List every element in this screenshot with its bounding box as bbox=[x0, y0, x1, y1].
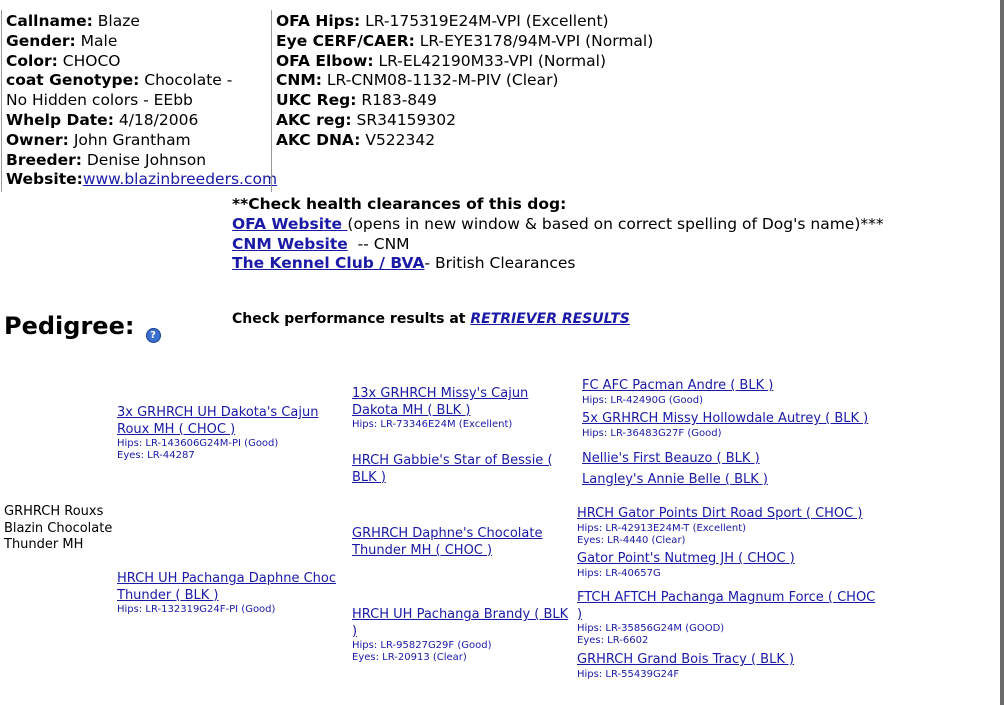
eye-row bbox=[276, 32, 696, 52]
owner-value: John Grantham bbox=[73, 130, 191, 149]
dna-row bbox=[276, 131, 696, 151]
breeder-row bbox=[6, 151, 276, 171]
ggp-ssd-link[interactable]: 5x GRHRCH Missy Hollowdale Autrey ( BLK ) bbox=[582, 411, 869, 426]
eye-value: LR-EYE3178/94M-VPI (Normal) bbox=[419, 31, 654, 50]
elbow-label: OFA Elbow: bbox=[276, 51, 374, 70]
kennel-club-link[interactable]: The Kennel Club / BVA bbox=[232, 254, 425, 273]
ukc-value: R183-849 bbox=[361, 91, 437, 110]
ggp-ssd-entry bbox=[582, 411, 882, 440]
whelp-row bbox=[6, 111, 276, 131]
genotype-row bbox=[6, 71, 256, 111]
website-row bbox=[6, 170, 276, 190]
sire-sire-entry bbox=[352, 386, 570, 431]
callname-label: Callname: bbox=[6, 12, 93, 30]
dam-dam-entry bbox=[352, 607, 570, 664]
ggp-dss-link[interactable]: HRCH Gator Points Dirt Road Sport ( CHOC ) bbox=[577, 506, 863, 521]
ggp-sss-hips: Hips: LR-42490G (Good) bbox=[582, 394, 704, 406]
eye-label: Eye CERF/CAER: bbox=[276, 31, 415, 50]
sire-sire-link[interactable]: 13x GRHRCH Missy's Cajun Dakota MH ( BLK ) bbox=[352, 386, 529, 418]
callname-row bbox=[6, 12, 276, 32]
sire-eyes: Eyes: LR-44287 bbox=[117, 450, 195, 461]
ggp-dds-hips: Hips: LR-35856G24M (GOOD) bbox=[577, 623, 725, 634]
owner-label: Owner: bbox=[6, 130, 69, 149]
owner-row bbox=[6, 131, 276, 151]
website-link[interactable]: www.blazinbreeders.com bbox=[82, 170, 278, 189]
color-label: Color: bbox=[6, 51, 58, 70]
clearances-section bbox=[232, 195, 972, 274]
ggp-dsd-hips: Hips: LR-40657G bbox=[577, 567, 661, 579]
gender-value: Male bbox=[80, 31, 118, 50]
dam-entry bbox=[117, 571, 342, 616]
ggp-ddd-hips: Hips: LR-55439G24F bbox=[577, 668, 680, 680]
dna-label: AKC DNA: bbox=[276, 130, 361, 149]
sire-hips: Hips: LR-143606G24M-PI (Good) bbox=[117, 438, 279, 449]
elbow-value: LR-EL42190M33-VPI (Normal) bbox=[378, 51, 606, 70]
ggp-dss-entry bbox=[577, 506, 882, 547]
ggp-ddd-entry bbox=[577, 652, 882, 681]
dam-dam-eyes: Eyes: LR-20913 (Clear) bbox=[352, 652, 467, 663]
dam-sire-entry bbox=[352, 526, 570, 559]
ofa-hips-row bbox=[276, 12, 696, 32]
website-label: Website: bbox=[6, 170, 83, 189]
ggp-sss-entry bbox=[582, 378, 882, 407]
sire-dam-entry bbox=[352, 453, 570, 486]
ggp-dsd-link[interactable]: Gator Point's Nutmeg JH ( CHOC ) bbox=[577, 551, 795, 566]
ggp-ddd-link[interactable]: GRHRCH Grand Bois Tracy ( BLK ) bbox=[577, 652, 795, 667]
sire-link[interactable]: 3x GRHRCH UH Dakota's Cajun Roux MH ( CHOC ) bbox=[117, 405, 319, 437]
gender-label: Gender: bbox=[6, 31, 76, 50]
gender-row bbox=[6, 32, 276, 52]
whelp-value: 4/18/2006 bbox=[118, 110, 199, 129]
cnm-row bbox=[276, 71, 696, 91]
performance-row bbox=[232, 311, 630, 327]
performance-text: Check performance results at bbox=[232, 311, 471, 327]
pedigree-title: Pedigree: bbox=[4, 312, 135, 340]
cnm-value: LR-CNM08-1132-M-PIV (Clear) bbox=[326, 71, 559, 90]
akc-value: SR34159302 bbox=[356, 110, 456, 129]
dog-info-panel bbox=[1, 10, 276, 192]
genotype-value: Chocolate - No Hidden colors - EEbb bbox=[6, 71, 233, 110]
ggp-sdd-entry bbox=[582, 472, 882, 489]
ggp-dds-link[interactable]: FTCH AFTCH Pachanga Magnum Force ( CHOC ) bbox=[577, 590, 876, 622]
dam-dam-hips: Hips: LR-95827G29F (Good) bbox=[352, 640, 492, 651]
ggp-sdd-link[interactable]: Langley's Annie Belle ( BLK ) bbox=[582, 472, 768, 487]
kennel-club-note: - British Clearances bbox=[424, 254, 576, 273]
sire-entry bbox=[117, 405, 342, 462]
dam-dam-link[interactable]: HRCH UH Pachanga Brandy ( BLK ) bbox=[352, 607, 569, 639]
color-row bbox=[6, 52, 276, 72]
color-value: CHOCO bbox=[62, 51, 121, 70]
whelp-label: Whelp Date: bbox=[6, 110, 114, 129]
sire-sire-hips: Hips: LR-73346E24M (Excellent) bbox=[352, 419, 513, 430]
clearances-heading: **Check health clearances of this dog: bbox=[232, 195, 567, 213]
window-right-border bbox=[1000, 0, 1004, 705]
breeder-value: Denise Johnson bbox=[86, 150, 207, 169]
akc-label: AKC reg: bbox=[276, 110, 352, 129]
sire-dam-link[interactable]: HRCH Gabbie's Star of Bessie ( BLK ) bbox=[352, 453, 553, 485]
cnm-note: -- CNM bbox=[357, 234, 410, 253]
dam-sire-link[interactable]: GRHRCH Daphne's Chocolate Thunder MH ( CHOC ) bbox=[352, 526, 543, 558]
dna-value: V522342 bbox=[365, 130, 436, 149]
dam-hips: Hips: LR-132319G24F-PI (Good) bbox=[117, 604, 276, 615]
ggp-dds-entry bbox=[577, 590, 882, 647]
cnm-label: CNM: bbox=[276, 71, 322, 90]
ukc-row bbox=[276, 91, 696, 111]
ggp-sds-link[interactable]: Nellie's First Beauzo ( BLK ) bbox=[582, 451, 760, 466]
elbow-row bbox=[276, 52, 696, 72]
ukc-label: UKC Reg: bbox=[276, 91, 357, 110]
ggp-dss-eyes: Eyes: LR-4440 (Clear) bbox=[577, 534, 686, 546]
ggp-ssd-hips: Hips: LR-36483G27F (Good) bbox=[582, 427, 722, 439]
ggp-dss-hips: Hips: LR-42913E24M-T (Excellent) bbox=[577, 522, 747, 534]
pedigree-title-row bbox=[4, 312, 161, 343]
ofa-hips-label: OFA Hips: bbox=[276, 12, 361, 30]
akc-row bbox=[276, 111, 696, 131]
question-mark-icon[interactable]: ? bbox=[146, 328, 161, 343]
retriever-results-link[interactable]: RETRIEVER RESULTS bbox=[470, 311, 630, 327]
health-info-panel bbox=[271, 10, 696, 192]
genotype-label: coat Genotype: bbox=[6, 71, 140, 90]
callname-value: Blaze bbox=[97, 12, 140, 30]
ofa-note: (opens in new window & based on correct spelling of Dog's name)*** bbox=[347, 214, 884, 233]
ggp-dds-eyes: Eyes: LR-6602 bbox=[577, 635, 649, 646]
ggp-sss-link[interactable]: FC AFC Pacman Andre ( BLK ) bbox=[582, 378, 774, 393]
breeder-label: Breeder: bbox=[6, 150, 82, 169]
dam-link[interactable]: HRCH UH Pachanga Daphne Choc Thunder ( BLK ) bbox=[117, 571, 336, 603]
pedigree-subject: GRHRCH Rouxs Blazin Chocolate Thunder MH bbox=[4, 504, 113, 552]
ofa-hips-value: LR-175319E24M-VPI (Excellent) bbox=[365, 12, 609, 30]
ofa-website-link[interactable]: OFA Website bbox=[232, 214, 348, 233]
ggp-dsd-entry bbox=[577, 551, 882, 580]
ggp-sds-entry bbox=[582, 451, 882, 468]
cnm-website-link[interactable]: CNM Website bbox=[232, 234, 348, 253]
